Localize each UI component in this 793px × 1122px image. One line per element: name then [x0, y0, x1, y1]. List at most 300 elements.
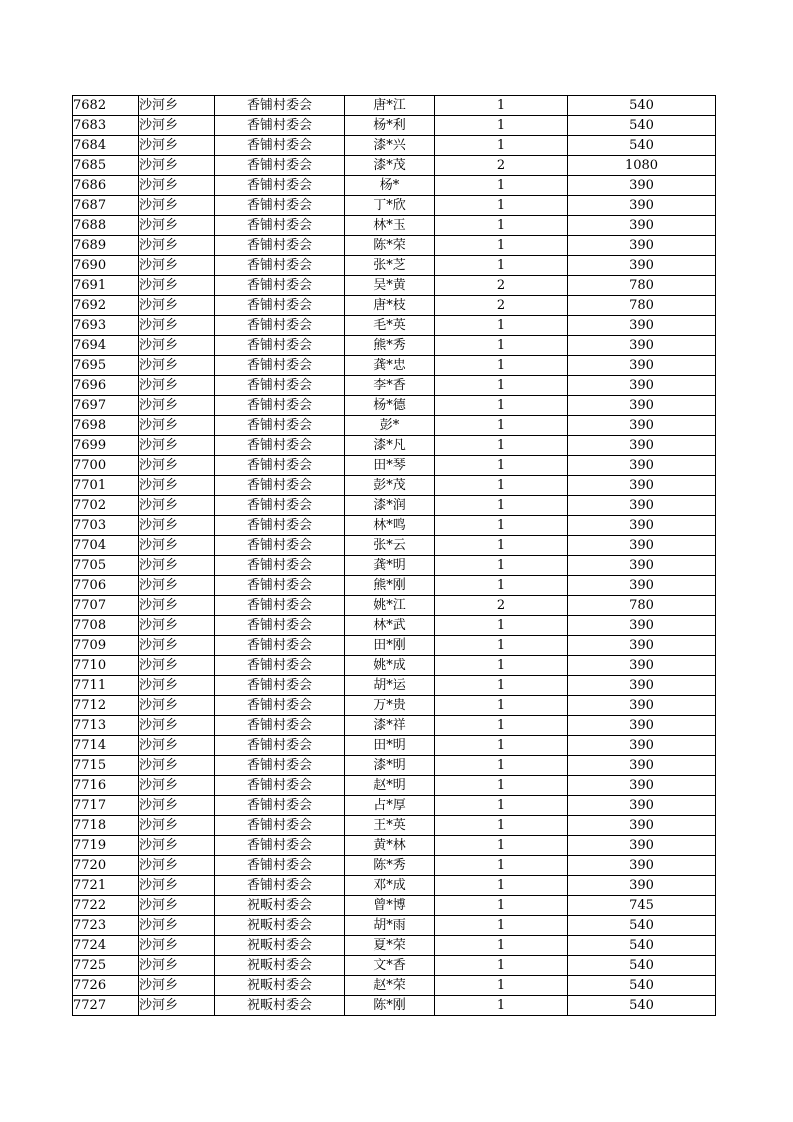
table-row	[73, 536, 716, 556]
row-number: 7711	[73, 676, 139, 696]
village-committee-cell: 香铺村委会	[215, 176, 345, 196]
amount-cell: 390	[568, 456, 716, 476]
table-row	[73, 556, 716, 576]
amount-cell: 390	[568, 436, 716, 456]
table-row	[73, 516, 716, 536]
person-count-cell: 2	[435, 276, 568, 296]
table-row	[73, 256, 716, 276]
village-committee-cell: 香铺村委会	[215, 596, 345, 616]
town-cell: 沙河乡	[139, 576, 215, 596]
village-committee-cell: 祝畈村委会	[215, 896, 345, 916]
amount-cell: 390	[568, 396, 716, 416]
amount-cell: 780	[568, 276, 716, 296]
row-number: 7702	[73, 496, 139, 516]
row-number: 7719	[73, 836, 139, 856]
town-cell: 沙河乡	[139, 916, 215, 936]
person-count-cell: 1	[435, 236, 568, 256]
village-committee-cell: 香铺村委会	[215, 516, 345, 536]
amount-cell: 540	[568, 976, 716, 996]
person-name-cell: 唐*江	[345, 96, 435, 116]
town-cell: 沙河乡	[139, 256, 215, 276]
person-name-cell: 田*刚	[345, 636, 435, 656]
row-number: 7687	[73, 196, 139, 216]
town-cell: 沙河乡	[139, 236, 215, 256]
person-count-cell: 1	[435, 536, 568, 556]
person-name-cell: 邓*成	[345, 876, 435, 896]
amount-cell: 1080	[568, 156, 716, 176]
village-committee-cell: 祝畈村委会	[215, 936, 345, 956]
village-committee-cell: 香铺村委会	[215, 716, 345, 736]
town-cell: 沙河乡	[139, 556, 215, 576]
person-name-cell: 林*玉	[345, 216, 435, 236]
village-committee-cell: 香铺村委会	[215, 636, 345, 656]
town-cell: 沙河乡	[139, 876, 215, 896]
person-name-cell: 王*英	[345, 816, 435, 836]
village-committee-cell: 香铺村委会	[215, 556, 345, 576]
town-cell: 沙河乡	[139, 716, 215, 736]
amount-cell: 390	[568, 676, 716, 696]
town-cell: 沙河乡	[139, 396, 215, 416]
person-count-cell: 1	[435, 456, 568, 476]
amount-cell: 540	[568, 936, 716, 956]
town-cell: 沙河乡	[139, 336, 215, 356]
village-committee-cell: 香铺村委会	[215, 276, 345, 296]
amount-cell: 390	[568, 876, 716, 896]
amount-cell: 390	[568, 256, 716, 276]
row-number: 7706	[73, 576, 139, 596]
town-cell: 沙河乡	[139, 616, 215, 636]
table-row	[73, 296, 716, 316]
person-name-cell: 黄*林	[345, 836, 435, 856]
amount-cell: 540	[568, 136, 716, 156]
row-number: 7720	[73, 856, 139, 876]
row-number: 7697	[73, 396, 139, 416]
amount-cell: 390	[568, 796, 716, 816]
town-cell: 沙河乡	[139, 776, 215, 796]
person-count-cell: 1	[435, 976, 568, 996]
town-cell: 沙河乡	[139, 856, 215, 876]
person-name-cell: 杨*	[345, 176, 435, 196]
person-count-cell: 1	[435, 956, 568, 976]
table-row	[73, 876, 716, 896]
town-cell: 沙河乡	[139, 676, 215, 696]
row-number: 7713	[73, 716, 139, 736]
village-committee-cell: 香铺村委会	[215, 656, 345, 676]
amount-cell: 390	[568, 856, 716, 876]
person-name-cell: 赵*明	[345, 776, 435, 796]
town-cell: 沙河乡	[139, 636, 215, 656]
person-count-cell: 1	[435, 716, 568, 736]
row-number: 7715	[73, 756, 139, 776]
person-count-cell: 1	[435, 816, 568, 836]
row-number: 7698	[73, 416, 139, 436]
village-committee-cell: 祝畈村委会	[215, 996, 345, 1016]
town-cell: 沙河乡	[139, 996, 215, 1016]
person-name-cell: 姚*江	[345, 596, 435, 616]
person-name-cell: 占*厚	[345, 796, 435, 816]
amount-cell: 390	[568, 736, 716, 756]
town-cell: 沙河乡	[139, 596, 215, 616]
person-name-cell: 胡*雨	[345, 916, 435, 936]
person-count-cell: 1	[435, 476, 568, 496]
village-committee-cell: 香铺村委会	[215, 536, 345, 556]
town-cell: 沙河乡	[139, 936, 215, 956]
person-name-cell: 林*武	[345, 616, 435, 636]
row-number: 7703	[73, 516, 139, 536]
person-name-cell: 夏*荣	[345, 936, 435, 956]
town-cell: 沙河乡	[139, 136, 215, 156]
village-committee-cell: 香铺村委会	[215, 436, 345, 456]
person-count-cell: 1	[435, 836, 568, 856]
amount-cell: 390	[568, 576, 716, 596]
table-row	[73, 316, 716, 336]
amount-cell: 390	[568, 236, 716, 256]
person-count-cell: 1	[435, 696, 568, 716]
person-count-cell: 1	[435, 416, 568, 436]
village-committee-cell: 香铺村委会	[215, 496, 345, 516]
person-count-cell: 1	[435, 736, 568, 756]
person-name-cell: 唐*枝	[345, 296, 435, 316]
table-row	[73, 816, 716, 836]
town-cell: 沙河乡	[139, 956, 215, 976]
table-row	[73, 736, 716, 756]
amount-cell: 390	[568, 836, 716, 856]
row-number: 7692	[73, 296, 139, 316]
town-cell: 沙河乡	[139, 736, 215, 756]
table-row	[73, 416, 716, 436]
amount-cell: 390	[568, 616, 716, 636]
person-count-cell: 1	[435, 316, 568, 336]
town-cell: 沙河乡	[139, 436, 215, 456]
table-row	[73, 936, 716, 956]
town-cell: 沙河乡	[139, 536, 215, 556]
amount-cell: 390	[568, 536, 716, 556]
town-cell: 沙河乡	[139, 176, 215, 196]
town-cell: 沙河乡	[139, 276, 215, 296]
table-row	[73, 996, 716, 1016]
town-cell: 沙河乡	[139, 216, 215, 236]
table-row	[73, 896, 716, 916]
person-name-cell: 陈*刚	[345, 996, 435, 1016]
row-number: 7724	[73, 936, 139, 956]
village-committee-cell: 香铺村委会	[215, 396, 345, 416]
town-cell: 沙河乡	[139, 456, 215, 476]
person-count-cell: 1	[435, 616, 568, 636]
row-number: 7726	[73, 976, 139, 996]
person-count-cell: 1	[435, 856, 568, 876]
row-number: 7709	[73, 636, 139, 656]
amount-cell: 390	[568, 556, 716, 576]
row-number: 7684	[73, 136, 139, 156]
person-count-cell: 1	[435, 496, 568, 516]
row-number: 7685	[73, 156, 139, 176]
village-committee-cell: 香铺村委会	[215, 156, 345, 176]
person-count-cell: 1	[435, 676, 568, 696]
row-number: 7717	[73, 796, 139, 816]
person-count-cell: 1	[435, 656, 568, 676]
village-committee-cell: 香铺村委会	[215, 196, 345, 216]
village-committee-cell: 香铺村委会	[215, 376, 345, 396]
town-cell: 沙河乡	[139, 836, 215, 856]
person-count-cell: 1	[435, 996, 568, 1016]
town-cell: 沙河乡	[139, 516, 215, 536]
table-row	[73, 336, 716, 356]
village-committee-cell: 香铺村委会	[215, 416, 345, 436]
row-number: 7716	[73, 776, 139, 796]
amount-cell: 780	[568, 296, 716, 316]
amount-cell: 390	[568, 316, 716, 336]
table-row	[73, 776, 716, 796]
table-row	[73, 616, 716, 636]
person-name-cell: 毛*英	[345, 316, 435, 336]
row-number: 7699	[73, 436, 139, 456]
table-row	[73, 496, 716, 516]
table-row	[73, 196, 716, 216]
person-name-cell: 张*云	[345, 536, 435, 556]
person-count-cell: 2	[435, 156, 568, 176]
person-name-cell: 漆*明	[345, 756, 435, 776]
table-row	[73, 116, 716, 136]
person-count-cell: 1	[435, 556, 568, 576]
table-row	[73, 856, 716, 876]
table-row	[73, 716, 716, 736]
person-count-cell: 1	[435, 176, 568, 196]
village-committee-cell: 祝畈村委会	[215, 956, 345, 976]
person-count-cell: 1	[435, 936, 568, 956]
person-name-cell: 彭*茂	[345, 476, 435, 496]
town-cell: 沙河乡	[139, 476, 215, 496]
village-committee-cell: 香铺村委会	[215, 216, 345, 236]
row-number: 7695	[73, 356, 139, 376]
person-count-cell: 1	[435, 516, 568, 536]
person-name-cell: 姚*成	[345, 656, 435, 676]
amount-cell: 390	[568, 176, 716, 196]
amount-cell: 390	[568, 476, 716, 496]
town-cell: 沙河乡	[139, 116, 215, 136]
amount-cell: 390	[568, 656, 716, 676]
town-cell: 沙河乡	[139, 756, 215, 776]
person-count-cell: 1	[435, 216, 568, 236]
table-row	[73, 656, 716, 676]
row-number: 7710	[73, 656, 139, 676]
town-cell: 沙河乡	[139, 496, 215, 516]
person-count-cell: 1	[435, 756, 568, 776]
village-committee-cell: 香铺村委会	[215, 676, 345, 696]
village-committee-cell: 香铺村委会	[215, 476, 345, 496]
person-count-cell: 1	[435, 336, 568, 356]
town-cell: 沙河乡	[139, 696, 215, 716]
person-count-cell: 1	[435, 636, 568, 656]
person-count-cell: 2	[435, 296, 568, 316]
person-name-cell: 漆*祥	[345, 716, 435, 736]
amount-cell: 745	[568, 896, 716, 916]
town-cell: 沙河乡	[139, 316, 215, 336]
row-number: 7705	[73, 556, 139, 576]
table-row	[73, 276, 716, 296]
person-count-cell: 1	[435, 796, 568, 816]
table-row	[73, 376, 716, 396]
village-committee-cell: 香铺村委会	[215, 796, 345, 816]
village-committee-cell: 祝畈村委会	[215, 976, 345, 996]
table-row	[73, 836, 716, 856]
table-row	[73, 236, 716, 256]
person-name-cell: 漆*兴	[345, 136, 435, 156]
person-name-cell: 漆*茂	[345, 156, 435, 176]
person-name-cell: 万*贵	[345, 696, 435, 716]
person-count-cell: 1	[435, 916, 568, 936]
table-row	[73, 916, 716, 936]
person-count-cell: 2	[435, 596, 568, 616]
person-name-cell: 张*芝	[345, 256, 435, 276]
row-number: 7682	[73, 96, 139, 116]
row-number: 7722	[73, 896, 139, 916]
person-name-cell: 文*香	[345, 956, 435, 976]
amount-cell: 390	[568, 776, 716, 796]
roster-table	[72, 95, 716, 1016]
village-committee-cell: 香铺村委会	[215, 816, 345, 836]
village-committee-cell: 香铺村委会	[215, 116, 345, 136]
amount-cell: 390	[568, 216, 716, 236]
town-cell: 沙河乡	[139, 376, 215, 396]
town-cell: 沙河乡	[139, 356, 215, 376]
person-count-cell: 1	[435, 876, 568, 896]
person-count-cell: 1	[435, 356, 568, 376]
village-committee-cell: 香铺村委会	[215, 736, 345, 756]
row-number: 7727	[73, 996, 139, 1016]
table-row	[73, 136, 716, 156]
table-row	[73, 216, 716, 236]
village-committee-cell: 香铺村委会	[215, 616, 345, 636]
row-number: 7691	[73, 276, 139, 296]
town-cell: 沙河乡	[139, 816, 215, 836]
village-committee-cell: 祝畈村委会	[215, 916, 345, 936]
amount-cell: 390	[568, 336, 716, 356]
person-name-cell: 彭*	[345, 416, 435, 436]
amount-cell: 390	[568, 696, 716, 716]
person-name-cell: 杨*德	[345, 396, 435, 416]
table-row	[73, 436, 716, 456]
row-number: 7700	[73, 456, 139, 476]
row-number: 7721	[73, 876, 139, 896]
village-committee-cell: 香铺村委会	[215, 756, 345, 776]
person-count-cell: 1	[435, 396, 568, 416]
row-number: 7694	[73, 336, 139, 356]
town-cell: 沙河乡	[139, 656, 215, 676]
village-committee-cell: 香铺村委会	[215, 316, 345, 336]
person-name-cell: 吴*黄	[345, 276, 435, 296]
amount-cell: 540	[568, 116, 716, 136]
village-committee-cell: 香铺村委会	[215, 336, 345, 356]
village-committee-cell: 香铺村委会	[215, 136, 345, 156]
person-name-cell: 漆*润	[345, 496, 435, 516]
table-row	[73, 356, 716, 376]
table-row	[73, 576, 716, 596]
person-name-cell: 漆*凡	[345, 436, 435, 456]
village-committee-cell: 香铺村委会	[215, 356, 345, 376]
person-name-cell: 杨*利	[345, 116, 435, 136]
row-number: 7686	[73, 176, 139, 196]
row-number: 7690	[73, 256, 139, 276]
row-number: 7688	[73, 216, 139, 236]
town-cell: 沙河乡	[139, 296, 215, 316]
table-row	[73, 476, 716, 496]
row-number: 7689	[73, 236, 139, 256]
person-name-cell: 赵*荣	[345, 976, 435, 996]
village-committee-cell: 香铺村委会	[215, 836, 345, 856]
person-count-cell: 1	[435, 576, 568, 596]
person-count-cell: 1	[435, 776, 568, 796]
person-count-cell: 1	[435, 436, 568, 456]
village-committee-cell: 香铺村委会	[215, 696, 345, 716]
town-cell: 沙河乡	[139, 796, 215, 816]
person-count-cell: 1	[435, 116, 568, 136]
amount-cell: 390	[568, 516, 716, 536]
amount-cell: 390	[568, 816, 716, 836]
table-row	[73, 596, 716, 616]
amount-cell: 390	[568, 356, 716, 376]
village-committee-cell: 香铺村委会	[215, 776, 345, 796]
table-row	[73, 976, 716, 996]
amount-cell: 390	[568, 756, 716, 776]
town-cell: 沙河乡	[139, 976, 215, 996]
amount-cell: 540	[568, 996, 716, 1016]
person-name-cell: 熊*秀	[345, 336, 435, 356]
person-name-cell: 龚*忠	[345, 356, 435, 376]
row-number: 7693	[73, 316, 139, 336]
person-name-cell: 丁*欣	[345, 196, 435, 216]
village-committee-cell: 香铺村委会	[215, 456, 345, 476]
person-name-cell: 胡*运	[345, 676, 435, 696]
town-cell: 沙河乡	[139, 196, 215, 216]
person-count-cell: 1	[435, 196, 568, 216]
row-number: 7701	[73, 476, 139, 496]
village-committee-cell: 香铺村委会	[215, 236, 345, 256]
person-name-cell: 田*明	[345, 736, 435, 756]
amount-cell: 390	[568, 636, 716, 656]
table-row	[73, 756, 716, 776]
amount-cell: 780	[568, 596, 716, 616]
row-number: 7696	[73, 376, 139, 396]
row-number: 7683	[73, 116, 139, 136]
table-row	[73, 636, 716, 656]
amount-cell: 390	[568, 196, 716, 216]
amount-cell: 540	[568, 956, 716, 976]
row-number: 7725	[73, 956, 139, 976]
row-number: 7712	[73, 696, 139, 716]
person-name-cell: 李*香	[345, 376, 435, 396]
table-row	[73, 956, 716, 976]
amount-cell: 390	[568, 376, 716, 396]
amount-cell: 540	[568, 916, 716, 936]
person-name-cell: 曾*博	[345, 896, 435, 916]
person-count-cell: 1	[435, 896, 568, 916]
table-row	[73, 696, 716, 716]
person-count-cell: 1	[435, 256, 568, 276]
town-cell: 沙河乡	[139, 896, 215, 916]
village-committee-cell: 香铺村委会	[215, 296, 345, 316]
row-number: 7714	[73, 736, 139, 756]
person-count-cell: 1	[435, 376, 568, 396]
person-name-cell: 林*鸣	[345, 516, 435, 536]
village-committee-cell: 香铺村委会	[215, 256, 345, 276]
table-row	[73, 796, 716, 816]
table-row	[73, 156, 716, 176]
town-cell: 沙河乡	[139, 156, 215, 176]
roster-body	[73, 96, 716, 1016]
amount-cell: 390	[568, 496, 716, 516]
table-row	[73, 396, 716, 416]
table-row	[73, 456, 716, 476]
